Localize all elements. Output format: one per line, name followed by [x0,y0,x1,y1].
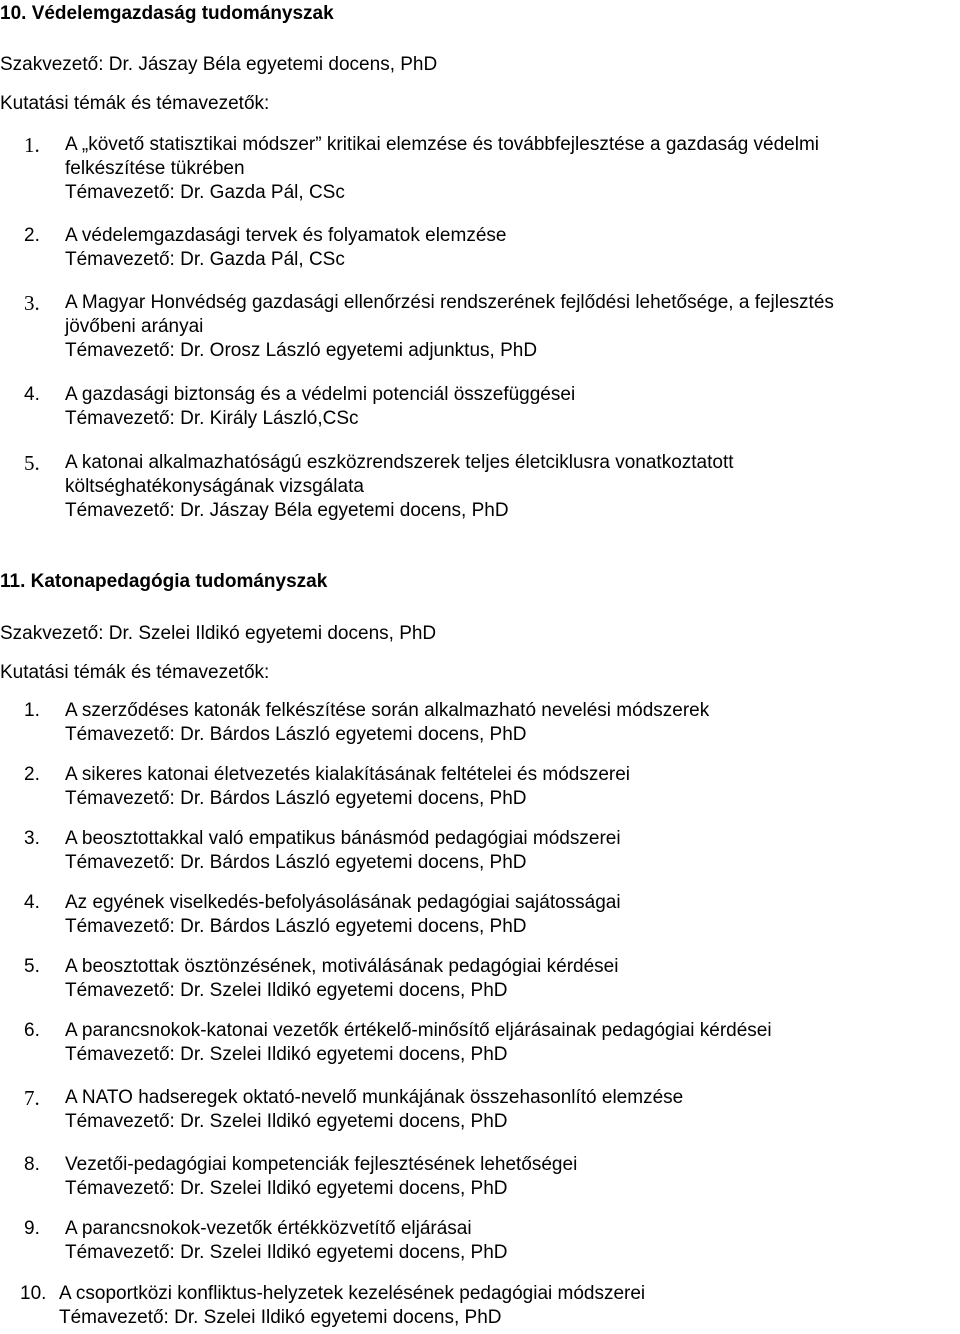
topic-number: 5. [24,956,40,977]
topic-number: 1. [24,133,40,157]
section-title: 10. Védelemgazdaság tudományszak [0,3,334,24]
topic-title-line: A beosztottakkal való empatikus bánásmód pedagógiai módszerei [65,828,621,849]
topic-title-line: A csoportközi konfliktus-helyzetek kezelésének pedagógiai módszerei [59,1283,646,1304]
topic-supervisor: Témavezető: Dr. Jászay Béla egyetemi docens, PhD [65,500,509,521]
topic-title-line: Az egyének viselkedés-befolyásolásának pedagógiai sajátosságai [65,892,621,913]
topic-number: 6. [24,1020,40,1041]
topic-title-line: A védelemgazdasági tervek és folyamatok elemzése [65,225,507,246]
section-leader: Szakvezető: Dr. Jászay Béla egyetemi docens, PhD [0,54,438,75]
topic-number: 4. [24,384,40,405]
topic-number: 8. [24,1154,40,1175]
topic-title-line: A „követő statisztikai módszer” kritikai elemzése és továbbfejlesztése a gazdaság védelmi [65,134,820,155]
topic-title-line: A sikeres katonai életvezetés kialakításának feltételei és módszerei [65,764,631,785]
topic-supervisor: Témavezető: Dr. Szelei Ildikó egyetemi docens, PhD [65,1044,508,1065]
topic-number: 2. [24,764,40,785]
topic-supervisor: Témavezető: Dr. Orosz László egyetemi adjunktus, PhD [65,340,538,361]
topics-heading: Kutatási témák és témavezetők: [0,662,270,683]
topic-supervisor: Témavezető: Dr. Szelei Ildikó egyetemi docens, PhD [59,1307,502,1328]
topic-supervisor: Témavezető: Dr. Bárdos László egyetemi docens, PhD [65,788,527,809]
topic-number: 3. [24,828,40,849]
topic-supervisor: Témavezető: Dr. Szelei Ildikó egyetemi docens, PhD [65,1178,508,1199]
topic-title-line: Vezetői-pedagógiai kompetenciák fejlesztésének lehetőségei [65,1154,578,1175]
topic-number: 3. [24,291,40,315]
topic-number: 4. [24,892,40,913]
topic-title-line: A parancsnokok-katonai vezetők értékelő-minősítő eljárásainak pedagógiai kérdései [65,1020,772,1041]
topic-supervisor: Témavezető: Dr. Szelei Ildikó egyetemi docens, PhD [65,980,508,1001]
topic-title-line: A Magyar Honvédség gazdasági ellenőrzési rendszerének fejlődési lehetősége, a fejlesztés [65,292,834,313]
topic-number: 9. [24,1218,40,1239]
topic-number: 7. [24,1086,40,1110]
topic-supervisor: Témavezető: Dr. Király László,CSc [65,408,359,429]
topic-supervisor: Témavezető: Dr. Gazda Pál, CSc [65,249,345,270]
topic-title-line: felkészítése tükrében [65,158,245,179]
topic-title-line: A NATO hadseregek oktató-nevelő munkájának összehasonlító elemzése [65,1087,684,1108]
topic-supervisor: Témavezető: Dr. Bárdos László egyetemi docens, PhD [65,852,527,873]
section-leader: Szakvezető: Dr. Szelei Ildikó egyetemi docens, PhD [0,623,437,644]
topic-number: 1. [24,700,40,721]
topic-title-line: költséghatékonyságának vizsgálata [65,476,364,497]
topic-number: 10. [20,1283,47,1304]
topic-supervisor: Témavezető: Dr. Szelei Ildikó egyetemi docens, PhD [65,1242,508,1263]
topic-supervisor: Témavezető: Dr. Bárdos László egyetemi docens, PhD [65,724,527,745]
section-title: 11. Katonapedagógia tudományszak [0,571,328,592]
topic-supervisor: Témavezető: Dr. Bárdos László egyetemi docens, PhD [65,916,527,937]
topic-title-line: A parancsnokok-vezetők értékközvetítő eljárásai [65,1218,472,1239]
topic-title-line: A katonai alkalmazhatóságú eszközrendszerek teljes életciklusra vonatkoztatott [65,452,734,473]
topic-supervisor: Témavezető: Dr. Gazda Pál, CSc [65,182,345,203]
topic-title-line: A gazdasági biztonság és a védelmi potenciál összefüggései [65,384,576,405]
topic-title-line: A beosztottak ösztönzésének, motiválásának pedagógiai kérdései [65,956,619,977]
topic-supervisor: Témavezető: Dr. Szelei Ildikó egyetemi docens, PhD [65,1111,508,1132]
topics-heading: Kutatási témák és témavezetők: [0,93,270,114]
topic-title-line: jövőbeni arányai [65,316,204,337]
topic-number: 2. [24,225,40,246]
topic-title-line: A szerződéses katonák felkészítése során alkalmazható nevelési módszerek [65,700,710,721]
topic-number: 5. [24,451,40,475]
